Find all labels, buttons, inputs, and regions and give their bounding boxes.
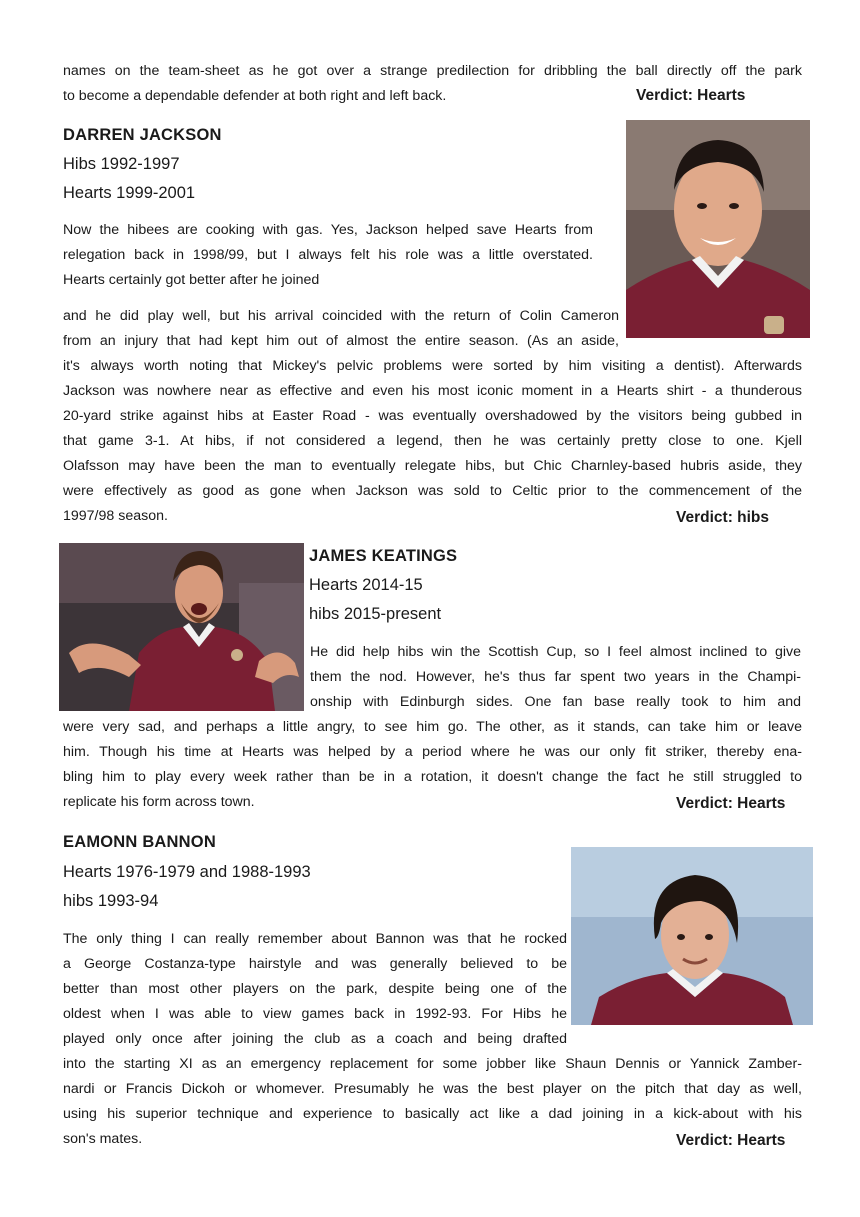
verdict-label: Verdict: hibs [676, 509, 770, 526]
player-club-years: Hearts 2014-15 [309, 576, 423, 594]
text-line: Olafsson may have been the man to eventually relegate hibs, but Chic Charnley-based hubris aside, they [63, 458, 802, 474]
player-club-years: Hibs 1992-1997 [63, 155, 180, 173]
text-line: him. Though his time at Hearts was helped by a period where he was our only fit striker, thereby ena- [63, 744, 802, 760]
player-name: DARREN JACKSON [63, 126, 222, 144]
player-name: JAMES KEATINGS [309, 547, 458, 565]
text-line: and he did play well, but his arrival coincided with the return of Colin Cameron [63, 308, 619, 324]
text-line: them the nod. However, he's thus far spent two years in the Champi- [310, 669, 801, 685]
player-photo [626, 120, 810, 338]
player-paragraph-narrow [63, 218, 593, 293]
text-line: Hearts certainly got better after he joined [63, 272, 320, 288]
text-line: better than most other players on the park, despite being one of the [63, 981, 567, 997]
text-line: names on the team-sheet as he got over a strange predilection for dribbling the ball directly off the park [63, 63, 802, 79]
text-line: bling him to play every week rather than be in a rotation, it doesn't change the fact he still struggled to [63, 769, 802, 785]
text-line: 1997/98 season. [63, 508, 168, 524]
text-line: were effectively as good as gone when Jackson was sold to Celtic prior to the commencement of the [63, 483, 802, 499]
text-line: Jackson was nowhere near as effective and even his most iconic moment in a Hearts shirt - a thunderous [63, 383, 802, 399]
text-line: son's mates. [63, 1131, 143, 1147]
text-line: into the starting XI as an emergency replacement for some jobber like Shaun Dennis or Yannick Zamber- [63, 1056, 802, 1072]
player-name: EAMONN BANNON [63, 833, 216, 851]
player-paragraph-narrow [63, 927, 567, 1052]
text-line: it's always worth noting that Mickey's pelvic problems were sorted by him visiting a dentist). Afterwards [63, 358, 802, 374]
verdict-label: Verdict: Hearts [636, 87, 746, 104]
text-line: to become a dependable defender at both right and left back. [63, 88, 447, 104]
text-line: that game 3-1. At hibs, if not considered a legend, then he was certainly pretty close to one. Kjell [63, 433, 802, 449]
player-club-years: Hearts 1999-2001 [63, 184, 196, 202]
text-line: oldest when I was able to view games back in 1992-93. For Hibs he [63, 1006, 567, 1022]
text-line: a George Costanza-type hairstyle and was generally believed to be [63, 956, 567, 972]
text-line: The only thing I can really remember about Bannon was that he rocked [63, 931, 567, 947]
text-line: from an injury that had kept him out of almost the entire season. (As an aside, [63, 333, 619, 349]
verdict-label: Verdict: Hearts [676, 795, 786, 812]
text-line: 20-yard strike against hibs at Easter Road - was eventually overshadowed by the visitors being gubbed in [63, 408, 802, 424]
text-line: relegation back in 1998/99, but I always felt his role was a little overstated. [63, 247, 593, 263]
text-line: using his superior technique and experience to basically act like a dad joining in a kick-about with his [63, 1106, 802, 1122]
text-line: onship with Edinburgh sides. One fan base really took to him and [310, 694, 801, 710]
player-club-years: hibs 1993-94 [63, 892, 159, 910]
text-line: were very sad, and perhaps a little angry, to see him go. The other, as it stands, can take him or leave [63, 719, 802, 735]
text-line: played only once after joining the club as a coach and being drafted [63, 1031, 567, 1047]
player-photo [571, 847, 813, 1025]
text-line: He did help hibs win the Scottish Cup, so I feel almost inclined to give [310, 644, 801, 660]
text-line: nardi or Francis Dickoh or whomever. Presumably he was the best player on the pitch that day as well, [63, 1081, 802, 1097]
player-club-years: hibs 2015-present [309, 605, 442, 623]
text-line: Now the hibees are cooking with gas. Yes, Jackson helped save Hearts from [63, 222, 593, 238]
text-line: replicate his form across town. [63, 794, 255, 810]
player-paragraph-narrow [310, 640, 801, 715]
verdict-label: Verdict: Hearts [676, 1132, 786, 1149]
player-club-years: Hearts 1976-1979 and 1988-1993 [63, 863, 311, 881]
player-photo [59, 543, 304, 711]
